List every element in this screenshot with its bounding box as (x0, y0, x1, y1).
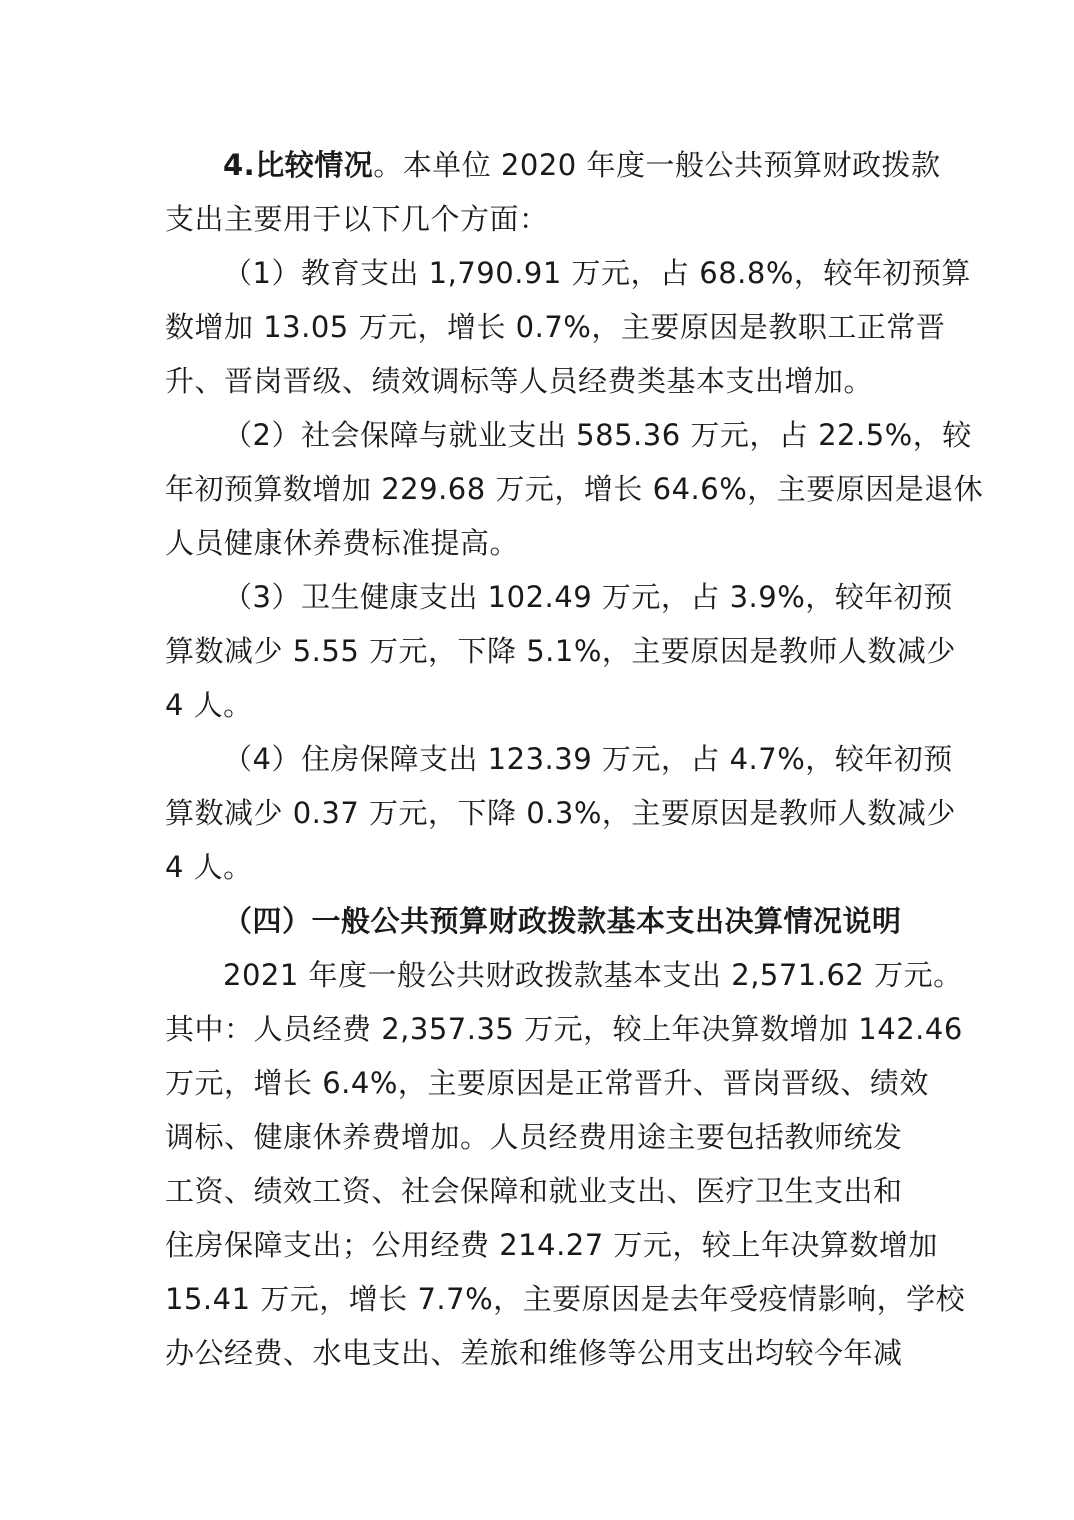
basic-line-3: 万元，增长 6.4%，主要原因是正常晋升、晋岗晋级、绩效 (165, 1066, 929, 1100)
item-1-line-1: （1）教育支出 1,790.91 万元，占 68.8%，较年初预算 (223, 256, 971, 290)
item-1-line-2: 数增加 13.05 万元，增长 0.7%，主要原因是教职工正常晋 (165, 310, 946, 344)
section4-lead-text: 。本单位 2020 年度一般公共预算财政拨款 (373, 148, 941, 182)
item-2-line-3: 人员健康休养费标准提高。 (165, 526, 520, 560)
item-2-line-1: （2）社会保障与就业支出 585.36 万元，占 22.5%，较 (223, 418, 972, 452)
item-4-line-3: 4 人。 (165, 850, 253, 884)
basic-line-6: 住房保障支出；公用经费 214.27 万元，较上年决算数增加 (165, 1228, 938, 1262)
section-heading: （四）一般公共预算财政拨款基本支出决算情况说明 (223, 904, 902, 938)
basic-line-5: 工资、绩效工资、社会保障和就业支出、医疗卫生支出和 (165, 1174, 903, 1208)
basic-line-1: 2021 年度一般公共财政拨款基本支出 2,571.62 万元。 (223, 958, 963, 992)
section4-lead-title: 4.比较情况 (223, 148, 374, 182)
item-3-line-3: 4 人。 (165, 688, 253, 722)
basic-line-7: 15.41 万元，增长 7.7%，主要原因是去年受疫情影响，学校 (165, 1282, 966, 1316)
basic-line-2: 其中：人员经费 2,357.35 万元，较上年决算数增加 142.46 (165, 1012, 963, 1046)
section4-line-2: 支出主要用于以下几个方面： (165, 202, 549, 236)
basic-line-4: 调标、健康休养费增加。人员经费用途主要包括教师统发 (165, 1120, 903, 1154)
item-1-line-3: 升、晋岗晋级、绩效调标等人员经费类基本支出增加。 (165, 364, 874, 398)
item-3-line-2: 算数减少 5.55 万元，下降 5.1%，主要原因是教师人数减少 (165, 634, 956, 668)
basic-line-8: 办公经费、水电支出、差旅和维修等公用支出均较今年减 (165, 1336, 903, 1370)
item-4-line-2: 算数减少 0.37 万元，下降 0.3%，主要原因是教师人数减少 (165, 796, 956, 830)
item-2-line-2: 年初预算数增加 229.68 万元，增长 64.6%，主要原因是退休 (165, 472, 984, 506)
section4-line-1 (223, 145, 963, 185)
item-3-line-1: （3）卫生健康支出 102.49 万元，占 3.9%，较年初预 (223, 580, 953, 614)
item-4-line-1: （4）住房保障支出 123.39 万元，占 4.7%，较年初预 (223, 742, 953, 776)
